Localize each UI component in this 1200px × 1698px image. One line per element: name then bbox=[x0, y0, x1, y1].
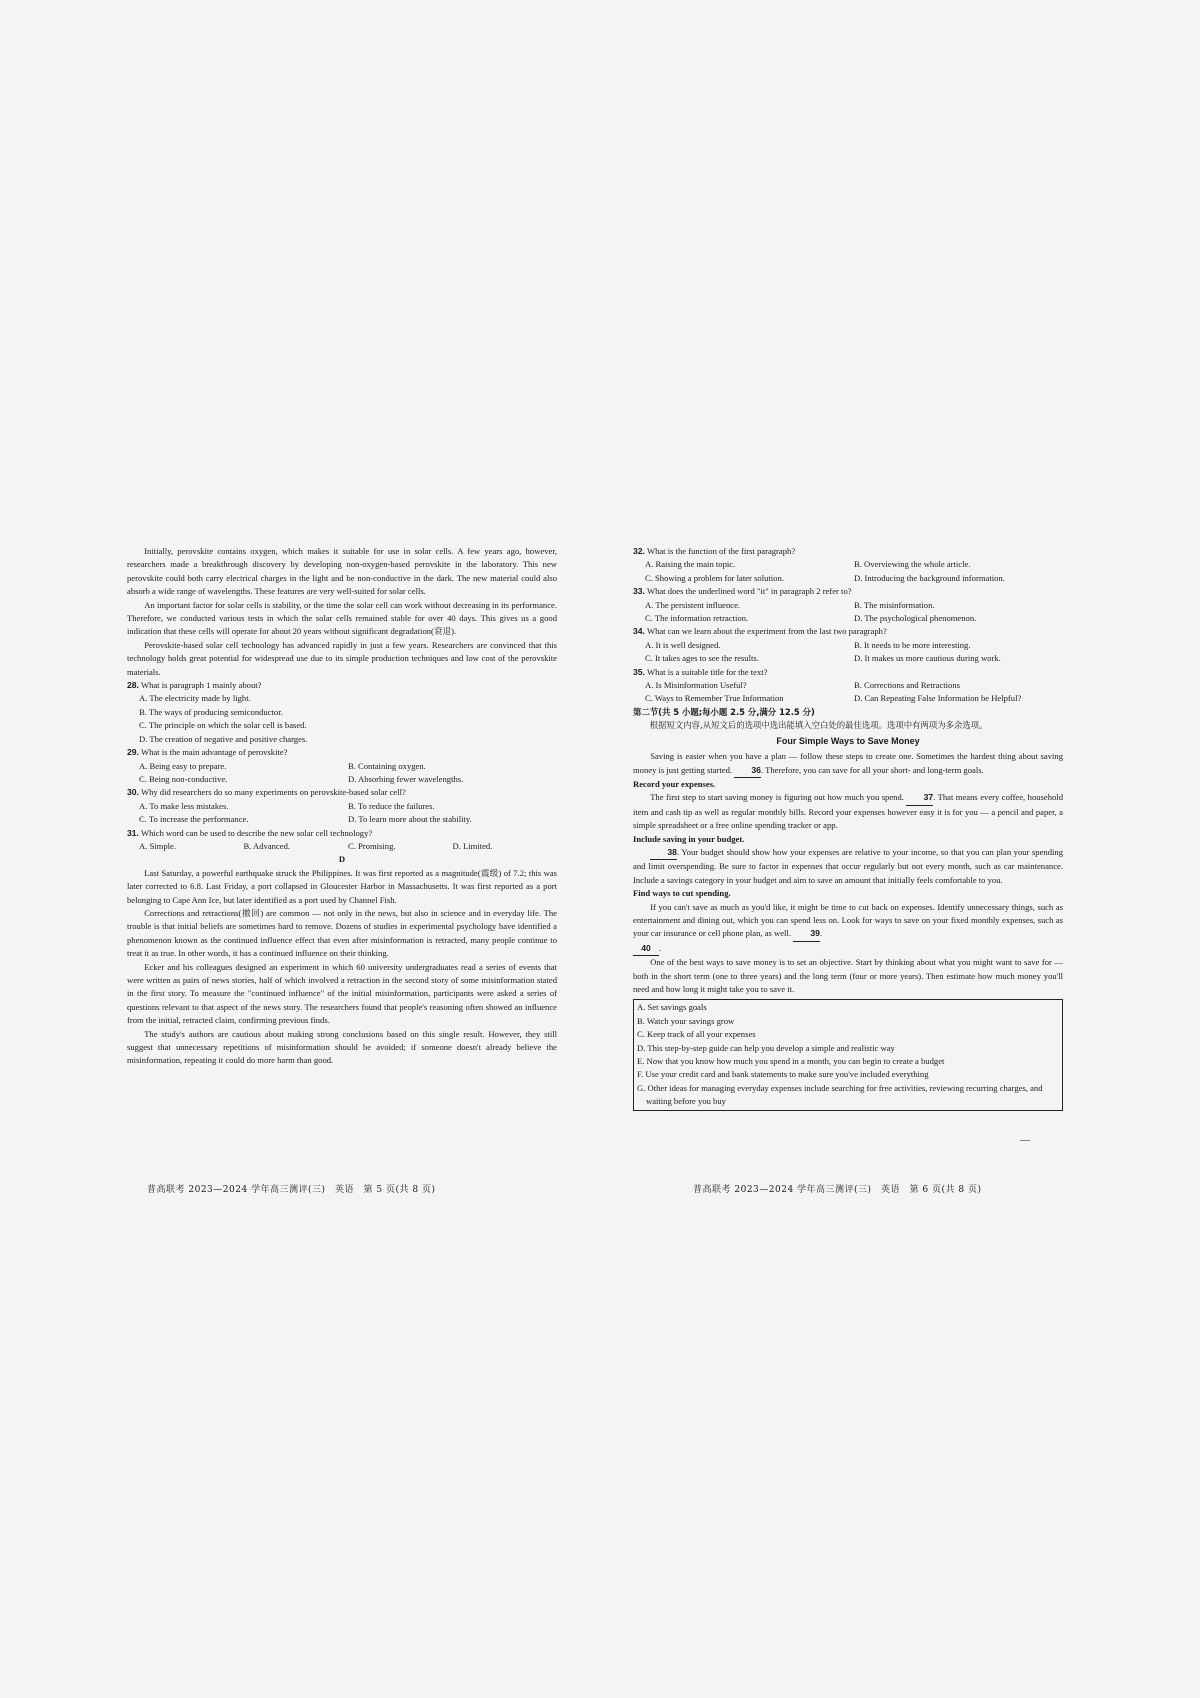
passage-c-paragraphs bbox=[127, 545, 557, 679]
paragraph: Last Saturday, a powerful earthquake struck the Philippines. It was first reported as a magnitude(震级) of 7.2; this was later corrected to 6.8. Last Friday, a port collapsed in Gloucester Harbor in Massachusetts. It was first reported as a port belonging to Cape Ann Ice, but later identified as a port used by Channel Fish. bbox=[127, 867, 557, 905]
paragraph-set-objective: One of the best ways to save money is to set an objective. Start by thinking about what you might want to save for — both in the short term (one to three years) and the long term (four or more years). Then estimate how much money you'll need and how long it might take you to save it. bbox=[633, 957, 1063, 994]
question-stem bbox=[633, 666, 1063, 679]
blank-38[interactable]: 38 bbox=[650, 846, 677, 860]
passage-d-questions bbox=[633, 545, 1063, 706]
answer-option[interactable]: B. Corrections and Retractions bbox=[854, 680, 960, 691]
box-option[interactable]: G. Other ideas for managing everyday expenses include searching for free activities, reviewing recurring charges, and waiting before you buy bbox=[637, 1082, 1043, 1107]
question-options bbox=[127, 840, 557, 853]
answer-option[interactable]: A. To make less mistakes. bbox=[139, 800, 229, 811]
answer-option[interactable]: D. Absorbing fewer wavelengths. bbox=[348, 773, 464, 784]
question bbox=[633, 625, 1063, 665]
answer-option[interactable]: B. Containing oxygen. bbox=[348, 760, 426, 771]
question-number: 34. bbox=[633, 626, 645, 637]
question bbox=[127, 827, 557, 854]
para3-text-after: . bbox=[819, 928, 823, 939]
intro-text-after: . Therefore, you can save for all your short- and long-term goals. bbox=[760, 764, 984, 775]
answer-option[interactable]: A. The persistent influence. bbox=[645, 599, 741, 610]
section-two-instruction: 根据短文内容,从短文后的选项中选出能填入空白处的最佳选项。选项中有两项为多余选项。 bbox=[649, 720, 988, 731]
blank-40[interactable]: 40 bbox=[633, 942, 659, 956]
answer-option[interactable]: D. Introducing the background information. bbox=[854, 572, 1005, 583]
question-number: 28. bbox=[127, 680, 139, 691]
subhead-cut-spending: Find ways to cut spending. bbox=[633, 888, 731, 899]
question bbox=[127, 679, 557, 746]
passage-c-questions bbox=[127, 679, 557, 853]
answer-option[interactable]: D. The psychological phenomenon. bbox=[854, 613, 977, 624]
left-page-footer: 普高联考 2023—2024 学年高三测评(三) 英语 第 5 页(共 8 页) bbox=[147, 1185, 436, 1195]
question bbox=[633, 545, 1063, 585]
answer-option[interactable]: A. It is well designed. bbox=[645, 639, 721, 650]
answer-option[interactable]: D. It makes us more cautious during work. bbox=[854, 653, 1001, 664]
question-stem bbox=[127, 786, 557, 799]
answer-option[interactable]: C. To increase the performance. bbox=[139, 814, 249, 825]
subhead-record-expenses: Record your expenses. bbox=[633, 778, 716, 789]
answer-option[interactable]: C. Showing a problem for later solution. bbox=[645, 572, 784, 583]
answer-option[interactable]: B. The ways of producing semiconductor. bbox=[139, 706, 283, 717]
paragraph-record-expenses bbox=[633, 791, 1063, 832]
box-option[interactable]: E. Now that you know how much you spend in a month, you can begin to create a budget bbox=[637, 1056, 945, 1067]
question-text: Which word can be used to describe the new solar cell technology? bbox=[140, 827, 373, 838]
answer-option[interactable]: B. It needs to be more interesting. bbox=[854, 639, 971, 650]
box-option[interactable]: D. This step-by-step guide can help you develop a simple and realistic way bbox=[637, 1042, 895, 1053]
paragraph: Perovskite-based solar cell technology has advanced rapidly in just a few years. Researchers are convinced that this technology holds great potential for widespread use due to its simple production techniques and low cost of the perovskite materials. bbox=[127, 639, 557, 677]
box-option[interactable]: B. Watch your savings grow bbox=[637, 1015, 735, 1026]
question-text: What is a suitable title for the text? bbox=[646, 666, 768, 677]
question-options bbox=[633, 558, 1063, 585]
scan-speck bbox=[1020, 1140, 1030, 1141]
blank-36[interactable]: 36 bbox=[734, 764, 761, 778]
answer-option[interactable]: B. Overviewing the whole article. bbox=[854, 559, 971, 570]
paragraph-include-saving bbox=[633, 846, 1063, 887]
passage-d-letter: D bbox=[338, 854, 346, 865]
answer-option[interactable]: C. It takes ages to see the results. bbox=[645, 653, 759, 664]
question-options bbox=[633, 599, 1063, 626]
answer-option[interactable]: D. To learn more about the stability. bbox=[348, 814, 472, 825]
question-number: 32. bbox=[633, 546, 645, 556]
question-number: 29. bbox=[127, 747, 139, 758]
question-options bbox=[127, 800, 557, 827]
question-number: 33. bbox=[633, 586, 645, 597]
question-text: What does the underlined word "it" in paragraph 2 refer to? bbox=[646, 586, 852, 597]
paragraph: Initially, perovskite contains oxygen, which makes it suitable for use in solar cells. A few years ago, however, researchers made a breakthrough discovery by developing non-oxygen-based perovskite in the laboratory. This new perovskite could both carry electrical charges in the light and be non-conductive in the dark. The new material could also absorb a wide range of wavelengths. These features are very well-suited for solar cells. bbox=[127, 546, 557, 597]
question-text: What is the main advantage of perovskite? bbox=[140, 747, 288, 758]
answer-option[interactable]: C. The principle on which the solar cell is based. bbox=[139, 720, 307, 731]
question-stem bbox=[127, 827, 557, 840]
blank-39[interactable]: 39 bbox=[793, 927, 820, 941]
paragraph: Corrections and retractions(撤回) are common — not only in the news, but also in science and in everyday life. The trouble is that initial beliefs are sometimes hard to remove. Dozens of studies in experimental psychology have identified a phenomenon known as the continued influence effect that even after misinformation is retracted, many people continue to treat it as true. In other words, it has a continued influence on their thinking. bbox=[127, 907, 557, 959]
question-stem bbox=[633, 545, 1063, 558]
question-text: Why did researchers do so many experiments on perovskite-based solar cell? bbox=[140, 787, 406, 798]
para3-text-before: If you can't save as much as you'd like, it might be time to cut back on expenses. Identify unnecessary things, such as entertainment and dining out, which you can spend less on. Look for ways to save on your fixed monthly expenses, such as your car insurance or cell phone plan, as well. bbox=[633, 901, 1063, 939]
box-option[interactable]: A. Set savings goals bbox=[637, 1002, 707, 1013]
question-options bbox=[127, 760, 557, 787]
paragraph: The study's authors are cautious about making strong conclusions based on this single result. However, they still suggest that unnecessary repetitions of misinformation should be avoided; if someone doesn't already believe the misinformation, repeating it could do more harm than good. bbox=[127, 1028, 557, 1066]
paragraph-cut-spending bbox=[633, 901, 1063, 942]
question-number: 30. bbox=[127, 787, 139, 798]
answer-option[interactable]: B. The misinformation. bbox=[854, 599, 935, 610]
question bbox=[633, 585, 1063, 625]
question-options bbox=[633, 639, 1063, 666]
right-page-column bbox=[633, 545, 1063, 1111]
article-title: Four Simple Ways to Save Money bbox=[776, 735, 920, 746]
para1-text-after: . That means every coffee, household item and cash tip as well as regular monthly bills. Record your expenses however easy it is for you — a pencil and paper, a simple spreadsheet or a free online spending tracker or app. bbox=[633, 792, 1063, 831]
passage-d-paragraphs bbox=[127, 867, 557, 1068]
question bbox=[127, 746, 557, 786]
answer-option[interactable]: C. Ways to Remember True Information bbox=[645, 693, 784, 704]
question-text: What can we learn about the experiment from the last two paragraph? bbox=[646, 626, 887, 637]
paragraph-blank-40 bbox=[633, 942, 1063, 956]
left-page-column bbox=[127, 545, 557, 1068]
para4-text-after: . bbox=[659, 942, 662, 953]
question-options bbox=[127, 692, 557, 746]
para2-text-after: . Your budget should show how your expenses are relative to your income, so that you can plan your spending and limit overspending. Be sure to factor in expenses that occur regularly but not every month, such as car maintenance. Include a savings category in your budget and aim to save an amount that initially feels comfortable to you. bbox=[633, 846, 1063, 885]
box-option[interactable]: C. Keep track of all your expenses bbox=[637, 1029, 756, 1040]
answer-option[interactable]: B. To reduce the failures. bbox=[348, 800, 435, 811]
paragraph: An important factor for solar cells is stability, or the time the solar cell can work without decreasing in its performance. Therefore, we conducted various tests in which the solar cells remained stable for over 40 days. This gives us a good indication that these cells will operate for about 20 years without significant degradation(衰退). bbox=[127, 599, 557, 637]
answer-option[interactable]: C. Being non-conductive. bbox=[139, 773, 228, 784]
answer-option[interactable]: C. The information retraction. bbox=[645, 613, 749, 624]
para1-text-before: The first step to start saving money is figuring out how much you spend. bbox=[650, 792, 907, 803]
answer-option[interactable]: C. Promising. bbox=[348, 840, 396, 851]
question-stem bbox=[127, 746, 557, 759]
question-stem bbox=[633, 625, 1063, 638]
answer-option[interactable]: D. The creation of negative and positive charges. bbox=[139, 733, 308, 744]
question-options bbox=[633, 679, 1063, 706]
box-option[interactable]: F. Use your credit card and bank statements to make sure you've included everything bbox=[637, 1069, 929, 1080]
question-stem bbox=[633, 585, 1063, 598]
question-number: 35. bbox=[633, 666, 645, 677]
question-number: 31. bbox=[127, 827, 139, 838]
answer-option[interactable]: A. Raising the main topic. bbox=[645, 559, 736, 570]
question bbox=[127, 786, 557, 826]
article-intro bbox=[633, 750, 1063, 778]
section-two-heading: 第二节(共 5 小题;每小题 2.5 分,满分 12.5 分) bbox=[633, 706, 815, 717]
answer-option[interactable]: A. Simple. bbox=[139, 840, 177, 851]
answer-option[interactable]: A. Being easy to prepare. bbox=[139, 760, 227, 771]
answer-options-box bbox=[633, 999, 1063, 1110]
question-text: What is paragraph 1 mainly about? bbox=[140, 680, 262, 691]
answer-option[interactable]: A. The electricity made by light. bbox=[139, 693, 251, 704]
blank-37[interactable]: 37 bbox=[906, 791, 933, 805]
question-stem bbox=[127, 679, 557, 692]
answer-option[interactable]: D. Can Repeating False Information be Helpful? bbox=[854, 693, 1022, 704]
answer-option[interactable]: B. Advanced. bbox=[243, 840, 291, 851]
subhead-include-saving: Include saving in your budget. bbox=[633, 833, 745, 844]
right-page-footer: 普高联考 2023—2024 学年高三测评(三) 英语 第 6 页(共 8 页) bbox=[693, 1185, 982, 1195]
question bbox=[633, 666, 1063, 706]
answer-option[interactable]: A. Is Misinformation Useful? bbox=[645, 680, 747, 691]
intro-text-before: Saving is easier when you have a plan — follow these steps to create one. Sometimes the hardest thing about saving money is just getting started. bbox=[633, 751, 1063, 775]
question-text: What is the function of the first paragraph? bbox=[646, 546, 796, 556]
answer-option[interactable]: D. Limited. bbox=[452, 840, 493, 851]
paragraph: Ecker and his colleagues designed an experiment in which 60 university undergraduates read a series of events that were written as pairs of news stories, half of which involved a retraction in the second story of some misinformation stated in the first story. To measure the "continued influence" of the initial misinformation, participants were asked a series of questions relevant to that aspect of the news story. The researchers found that people's reasoning often showed an influence from the initial, retracted claim, confirming previous finds. bbox=[127, 961, 557, 1026]
